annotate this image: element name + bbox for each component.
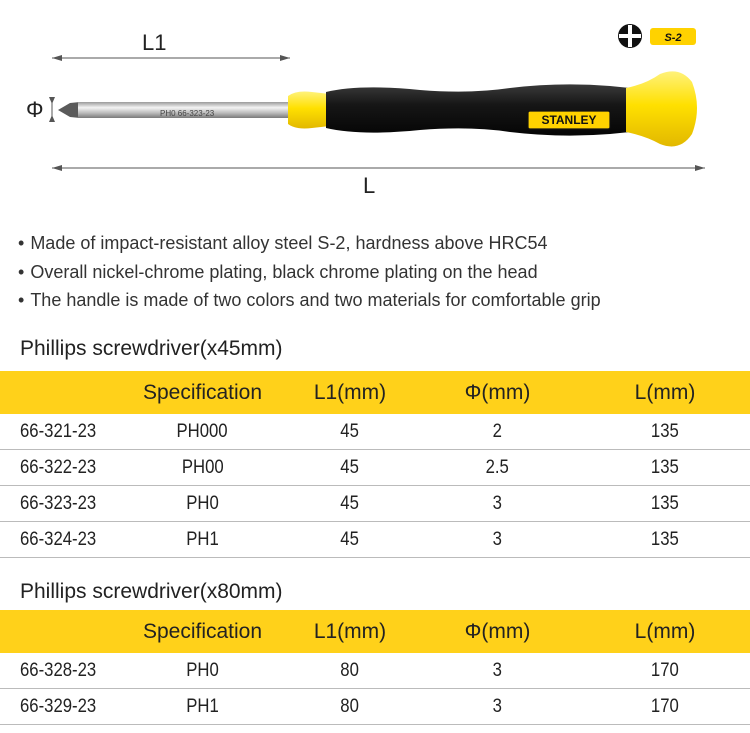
screwdriver-diagram	[0, 0, 750, 210]
table-row	[0, 486, 750, 522]
cell-code: 66-328-23	[0, 653, 120, 689]
cell-code: 66-321-23	[0, 414, 120, 450]
cell-phi: 3	[415, 689, 580, 725]
s2-badge	[650, 28, 696, 45]
cell-l: 135	[580, 414, 750, 450]
cell-l1: 80	[285, 653, 415, 689]
header-phi: Φ(mm)	[415, 371, 580, 414]
cell-code: 66-329-23	[0, 689, 120, 725]
spec-table-80mm	[0, 610, 750, 725]
header-l: L(mm)	[580, 610, 750, 653]
feature-item: • Made of impact-resistant alloy steel S-2, hardness above HRC54	[18, 229, 601, 258]
cell-l1: 45	[285, 450, 415, 486]
l1-label: L1	[142, 30, 167, 55]
cell-code: 66-322-23	[0, 450, 120, 486]
header-specification: Specification	[120, 371, 285, 414]
table-row	[0, 414, 750, 450]
table-row	[0, 522, 750, 558]
shaft-marking: PH0 66-323-23	[160, 109, 215, 118]
cell-l: 135	[580, 450, 750, 486]
table-header-row	[0, 371, 750, 414]
header-phi: Φ(mm)	[415, 610, 580, 653]
phillips-cross-icon	[618, 24, 642, 48]
cell-specification: PH00	[120, 450, 285, 486]
cell-phi: 3	[415, 486, 580, 522]
phi-label: Φ	[26, 97, 44, 122]
table-header-row	[0, 610, 750, 653]
cell-specification: PH000	[120, 414, 285, 450]
handle-collar	[288, 92, 330, 129]
header-specification: Specification	[120, 610, 285, 653]
cell-code: 66-324-23	[0, 522, 120, 558]
l-dimension	[52, 165, 705, 198]
header-code	[0, 610, 120, 653]
phillips-tip	[58, 102, 80, 118]
table-title-80mm: Phillips screwdriver(x80mm)	[20, 580, 283, 603]
cell-l1: 45	[285, 522, 415, 558]
spec-table-45mm	[0, 371, 750, 558]
l-label: L	[363, 173, 376, 198]
l1-dimension	[52, 30, 290, 61]
cell-specification: PH0	[120, 486, 285, 522]
screwdriver	[58, 71, 697, 146]
cell-specification: PH0	[120, 653, 285, 689]
cell-l1: 45	[285, 486, 415, 522]
handle-end-cap	[626, 71, 697, 146]
header-l1: L1(mm)	[285, 371, 415, 414]
table-row	[0, 689, 750, 725]
cell-l: 135	[580, 486, 750, 522]
s2-label: S-2	[664, 32, 682, 44]
header-code	[0, 371, 120, 414]
header-l: L(mm)	[580, 371, 750, 414]
cell-phi: 3	[415, 522, 580, 558]
cell-phi: 3	[415, 653, 580, 689]
brand-label: STANLEY	[541, 113, 597, 127]
phi-dimension	[26, 97, 55, 122]
cell-l1: 45	[285, 414, 415, 450]
cell-l: 170	[580, 653, 750, 689]
header-l1: L1(mm)	[285, 610, 415, 653]
feature-list	[18, 229, 601, 315]
table-title-45mm: Phillips screwdriver(x45mm)	[20, 337, 283, 360]
cell-l: 170	[580, 689, 750, 725]
cell-l1: 80	[285, 689, 415, 725]
stanley-logo	[528, 111, 610, 129]
cell-l: 135	[580, 522, 750, 558]
cell-phi: 2.5	[415, 450, 580, 486]
feature-item: • Overall nickel-chrome plating, black chrome plating on the head	[18, 258, 601, 287]
table-row	[0, 653, 750, 689]
cell-specification: PH1	[120, 522, 285, 558]
cell-code: 66-323-23	[0, 486, 120, 522]
table-row	[0, 450, 750, 486]
feature-item: • The handle is made of two colors and two materials for comfortable grip	[18, 286, 601, 315]
cell-specification: PH1	[120, 689, 285, 725]
cell-phi: 2	[415, 414, 580, 450]
